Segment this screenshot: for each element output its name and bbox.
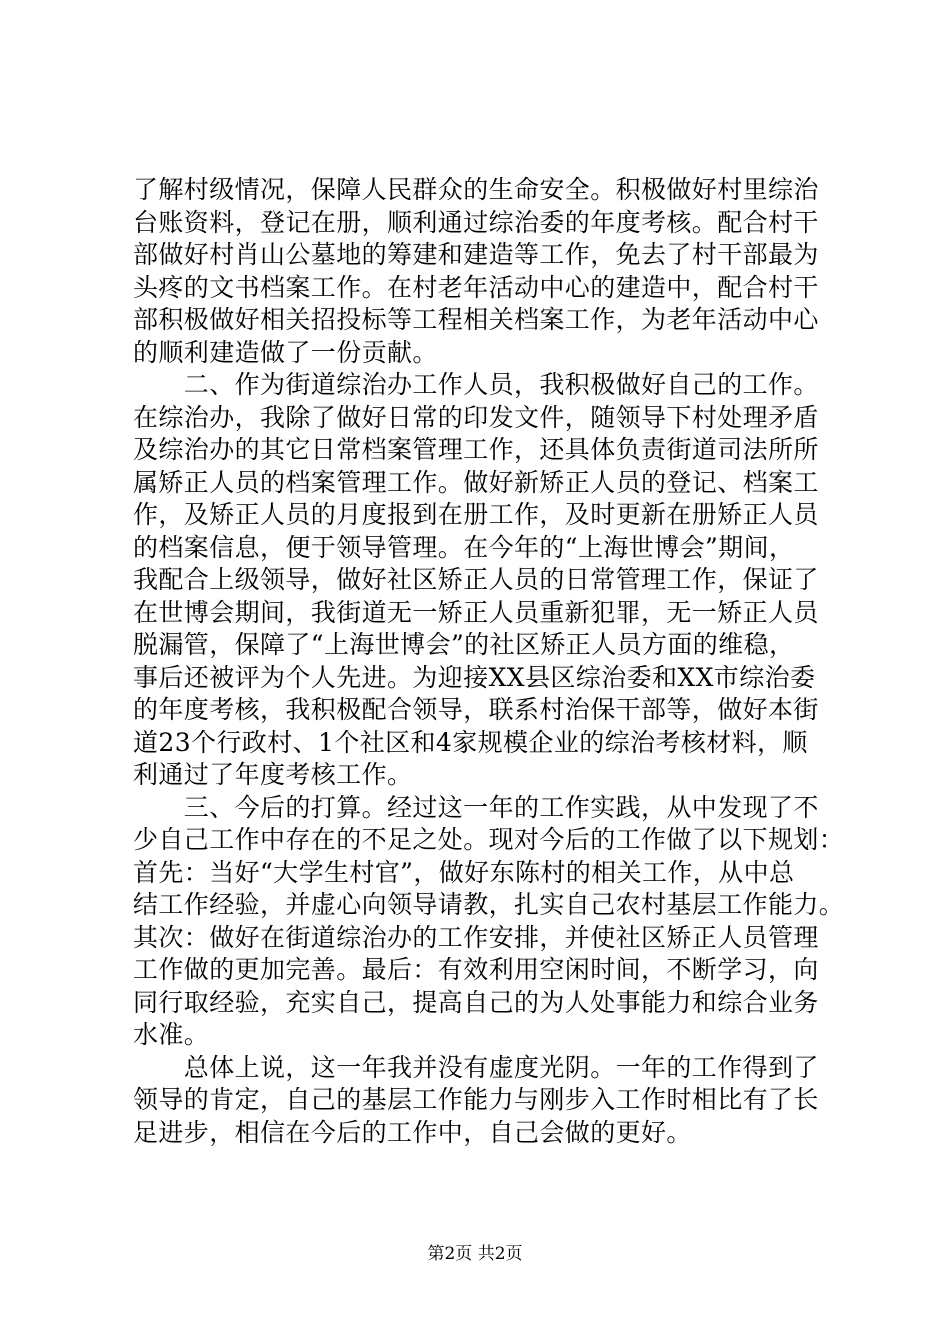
text-line: 水准。	[133, 1020, 210, 1049]
text-line: 部做好村肖山公墓地的筹建和建造等工作，免去了村干部最为	[133, 240, 819, 269]
text-line: 及综治办的其它日常档案管理工作，还具体负责街道司法所所	[133, 435, 819, 464]
text-line: 的档案信息，便于领导管理。在今年的“上海世博会”期间，	[133, 532, 795, 562]
text-line: 头疼的文书档案工作。在村老年活动中心的建造中，配合村干	[133, 272, 819, 302]
text-line: 事后还被评为个人先进。为迎接XX县区综治委和XX市综治委	[133, 662, 816, 692]
page-footer	[0, 1243, 950, 1265]
text-line: 领导的肯定，自己的基层工作能力与刚步入工作时相比有了长	[133, 1085, 819, 1114]
text-line: 的年度考核，我积极配合领导，联系村治保干部等，做好本街	[133, 695, 819, 724]
text-line: 二、作为街道综治办工作人员，我积极做好自己的工作。	[133, 370, 819, 399]
text-line: 了解村级情况，保障人民群众的生命安全。积极做好村里综治	[133, 175, 819, 204]
text-line: 作，及矫正人员的月度报到在册工作，及时更新在册矫正人员	[133, 500, 819, 529]
page-number: 第2页	[427, 1244, 473, 1264]
text-line: 在世博会期间，我街道无一矫正人员重新犯罪，无一矫正人员	[133, 597, 819, 627]
text-line: 我配合上级领导，做好社区矫正人员的日常管理工作，保证了	[133, 565, 819, 594]
text-line: 足进步，相信在今后的工作中，自己会做的更好。	[133, 1117, 692, 1147]
text-line: 部积极做好相关招投标等工程相关档案工作，为老年活动中心	[133, 305, 819, 334]
document-body	[133, 174, 845, 1149]
text-line: 结工作经验，并虚心向领导请教，扎实自己农村基层工作能力。	[133, 890, 845, 919]
text-line: 利通过了年度考核工作。	[133, 760, 413, 789]
text-line: 属矫正人员的档案管理工作。做好新矫正人员的登记、档案工	[133, 467, 819, 497]
text-line: 总体上说，这一年我并没有虚度光阴。一年的工作得到了	[133, 1052, 819, 1082]
text-line: 其次：做好在街道综治办的工作安排，并使社区矫正人员管理	[133, 922, 819, 952]
text-line: 脱漏管，保障了“上海世博会”的社区矫正人员方面的维稳，	[133, 630, 795, 659]
text-line: 工作做的更加完善。最后：有效利用空闲时间，不断学习，向	[133, 955, 819, 984]
page-total: 共2页	[477, 1244, 523, 1264]
text-line: 同行取经验，充实自己，提高自己的为人处事能力和综合业务	[133, 987, 819, 1017]
text-line: 三、今后的打算。经过这一年的工作实践，从中发现了不	[133, 792, 819, 822]
text-line: 少自己工作中存在的不足之处。现对今后的工作做了以下规划：	[133, 825, 845, 854]
text-line: 首先：当好“大学生村官”，做好东陈村的相关工作，从中总	[133, 857, 795, 887]
text-line: 在综治办，我除了做好日常的印发文件，随领导下村处理矛盾	[133, 402, 819, 432]
text-line: 的顺利建造做了一份贡献。	[133, 337, 438, 367]
text-line: 道23个行政村、1个社区和4家规模企业的综治考核材料，顺	[133, 727, 808, 757]
text-line: 台账资料，登记在册，顺利通过综治委的年度考核。配合村干	[133, 207, 819, 237]
